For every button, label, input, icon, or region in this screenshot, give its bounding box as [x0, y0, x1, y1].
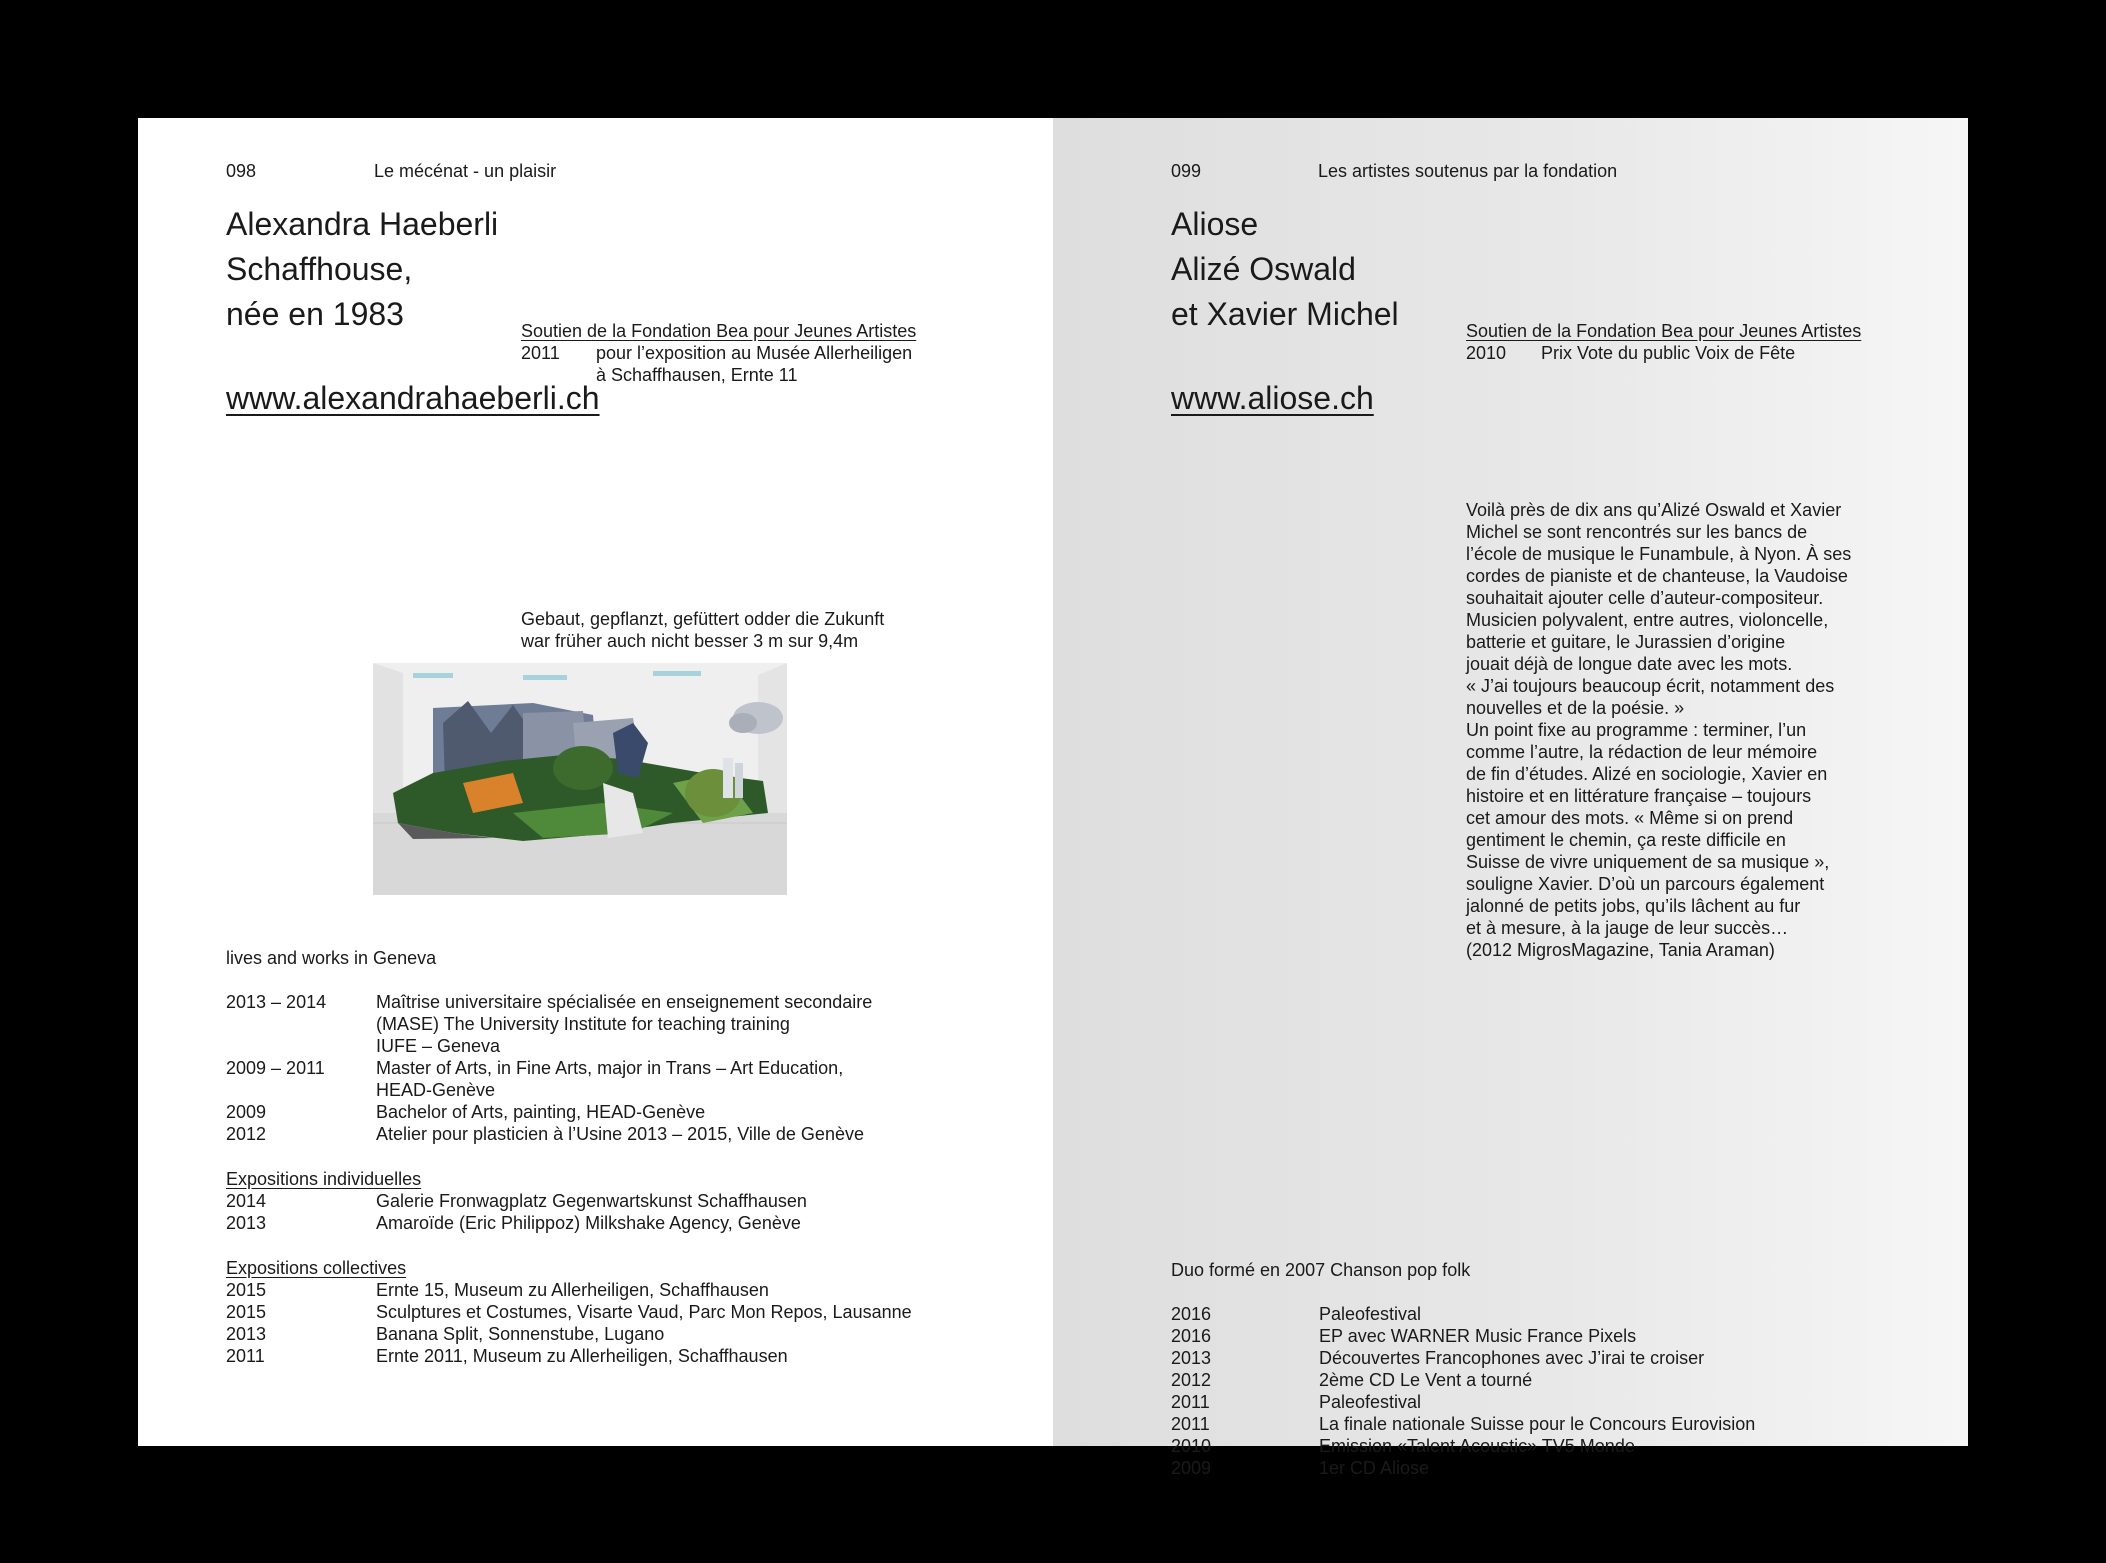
- body-line: souligne Xavier. D’où un parcours également: [1466, 874, 1825, 894]
- support-block: [521, 320, 1001, 386]
- exhibition-row: [226, 1279, 986, 1301]
- education-item: [226, 991, 986, 1013]
- education-item: [226, 1079, 986, 1101]
- support-text: à Schaffhausen, Ernte 11: [596, 365, 798, 385]
- support-heading: Soutien de la Fondation Bea pour Jeunes Artistes: [1466, 321, 1862, 341]
- page-number: 098: [226, 161, 257, 181]
- timeline-text: La finale nationale Suisse pour le Concours Eurovision: [1319, 1414, 1756, 1434]
- artist-name-line: Alizé Oswald: [1171, 251, 1356, 287]
- left-page: [138, 118, 1053, 1446]
- exhibition-row: [226, 1345, 986, 1367]
- caption-line: war früher auch nicht besser 3 m sur 9,4m: [521, 631, 859, 651]
- education-year: 2009: [226, 1102, 267, 1122]
- exhibition-row: [226, 1190, 986, 1212]
- exhibition-row: [226, 1323, 986, 1345]
- timeline-year: 2012: [1171, 1370, 1212, 1390]
- education-text: Atelier pour plasticien à l’Usine 2013 – 2015, Ville de Genève: [376, 1124, 864, 1144]
- exhibition-text: Ernte 15, Museum zu Allerheiligen, Schaffhausen: [376, 1280, 769, 1300]
- body-line: de fin d’études. Alizé en sociologie, Xavier en: [1466, 764, 1828, 784]
- timeline-text: 2ème CD Le Vent a tourné: [1319, 1370, 1533, 1390]
- exhibition-text: Banana Split, Sonnenstube, Lugano: [376, 1324, 665, 1344]
- body-line: jalonné de petits jobs, qu’ils lâchent au fur: [1466, 896, 1801, 916]
- timeline-year: 2009: [1171, 1458, 1212, 1478]
- education-year: 2012: [226, 1124, 267, 1144]
- artist-website-link[interactable]: www.alexandrahaeberli.ch: [226, 380, 600, 416]
- body-line: souhaitait ajouter celle d’auteur-compositeur.: [1466, 588, 1824, 608]
- exhibition-year: 2013: [226, 1324, 267, 1344]
- intro-text: lives and works in Geneva: [226, 948, 437, 968]
- body-line: Michel se sont rencontrés sur les bancs de: [1466, 522, 1808, 542]
- group-heading: Expositions collectives: [226, 1258, 407, 1278]
- timeline-row: [1171, 1369, 1871, 1391]
- education-text: Master of Arts, in Fine Arts, major in Trans – Art Education,: [376, 1058, 844, 1078]
- support-row: [1466, 342, 1946, 364]
- artwork-illustration: [373, 663, 787, 895]
- support-year: 2010: [1466, 343, 1507, 363]
- artwork-photo: [373, 663, 787, 895]
- timeline-row: [1171, 1391, 1871, 1413]
- timeline-text: Paleofestival: [1319, 1304, 1422, 1324]
- education-item: [226, 1101, 986, 1123]
- body-line: comme l’autre, la rédaction de leur mémoire: [1466, 742, 1818, 762]
- body-line: et à mesure, à la jauge de leur succès…: [1466, 918, 1789, 938]
- exhibition-row: [226, 1212, 986, 1234]
- education-text: Maîtrise universitaire spécialisée en enseignement secondaire: [376, 992, 873, 1012]
- education-item: [226, 1035, 986, 1057]
- timeline-year: 2013: [1171, 1348, 1212, 1368]
- education-text: IUFE – Geneva: [376, 1036, 501, 1056]
- support-row: [521, 342, 1001, 364]
- timeline-row: [1171, 1303, 1871, 1325]
- timeline-year: 2011: [1171, 1392, 1210, 1412]
- education-item: [226, 1123, 986, 1145]
- timeline-text: 1er CD Aliose: [1319, 1458, 1430, 1478]
- exhibition-text: Sculptures et Costumes, Visarte Vaud, Parc Mon Repos, Lausanne: [376, 1302, 912, 1322]
- timeline-row: [1171, 1325, 1871, 1347]
- artist-name: [1171, 202, 1399, 337]
- exhibition-year: 2015: [226, 1302, 267, 1322]
- artist-name-line: Alexandra Haeberli: [226, 206, 499, 242]
- education-year: 2013 – 2014: [226, 992, 327, 1012]
- running-head: Le mécénat - un plaisir: [374, 161, 557, 181]
- body-line: cordes de pianiste et de chanteuse, la Vaudoise: [1466, 566, 1848, 586]
- body-line: jouait déjà de longue date avec les mots.: [1466, 654, 1793, 674]
- solo-exhibitions: [226, 1168, 986, 1234]
- body-line: Voilà près de dix ans qu’Alizé Oswald et Xavier: [1466, 500, 1842, 520]
- exhibition-text: Amaroïde (Eric Philippoz) Milkshake Agency, Genève: [376, 1213, 801, 1233]
- education-text: Bachelor of Arts, painting, HEAD-Genève: [376, 1102, 706, 1122]
- artist-name-line: et Xavier Michel: [1171, 296, 1399, 332]
- body-line: Suisse de vivre uniquement de sa musique »,: [1466, 852, 1830, 872]
- timeline-list: [1171, 1303, 1871, 1479]
- timeline-year: 2010: [1171, 1436, 1212, 1456]
- caption-line: Gebaut, gepflanzt, gefüttert odder die Zukunft: [521, 609, 885, 629]
- timeline-text: Paleofestival: [1319, 1392, 1422, 1412]
- timeline-year: 2016: [1171, 1304, 1212, 1324]
- timeline-row: [1171, 1413, 1871, 1435]
- timeline-year: 2016: [1171, 1326, 1212, 1346]
- body-line: Musicien polyvalent, entre autres, violoncelle,: [1466, 610, 1829, 630]
- running-head: Les artistes soutenus par la fondation: [1318, 161, 1618, 181]
- group-exhibitions: [226, 1257, 986, 1367]
- exhibition-row: [226, 1301, 986, 1323]
- body-line: « J’ai toujours beaucoup écrit, notamment des: [1466, 676, 1835, 696]
- support-text: Prix Vote du public Voix de Fête: [1541, 343, 1796, 363]
- body-line: Un point fixe au programme : terminer, l’un: [1466, 720, 1807, 740]
- exhibition-year: 2014: [226, 1191, 267, 1211]
- body-line: l’école de musique le Funambule, à Nyon. À ses: [1466, 544, 1852, 564]
- exhibition-year: 2013: [226, 1213, 267, 1233]
- exhibition-year: 2011: [226, 1346, 265, 1366]
- body-line: nouvelles et de la poésie. »: [1466, 698, 1685, 718]
- exhibition-text: Ernte 2011, Museum zu Allerheiligen, Schaffhausen: [376, 1346, 788, 1366]
- support-block: [1466, 320, 1946, 364]
- education-text: (MASE) The University Institute for teaching training: [376, 1014, 790, 1034]
- body-line: batterie et guitare, le Jurassien d’origine: [1466, 632, 1786, 652]
- artist-name-line: Aliose: [1171, 206, 1259, 242]
- education-text: HEAD-Genève: [376, 1080, 496, 1100]
- timeline-row: [1171, 1435, 1871, 1457]
- timeline-row: [1171, 1457, 1871, 1479]
- support-text: pour l’exposition au Musée Allerheiligen: [596, 343, 913, 363]
- support-year: 2011: [521, 343, 560, 363]
- timeline-row: [1171, 1347, 1871, 1369]
- timeline-text: EP avec WARNER Music France Pixels: [1319, 1326, 1637, 1346]
- education-item: [226, 1057, 986, 1079]
- timeline-text: Découvertes Francophones avec J’irai te croiser: [1319, 1348, 1705, 1368]
- support-heading: Soutien de la Fondation Bea pour Jeunes Artistes: [521, 321, 917, 341]
- timeline-year: 2011: [1171, 1414, 1210, 1434]
- education-item: [226, 1013, 986, 1035]
- education-list: [226, 991, 986, 1145]
- body-line: cet amour des mots. « Même si on prend: [1466, 808, 1794, 828]
- artist-name: [226, 202, 498, 337]
- exhibition-text: Galerie Fronwagplatz Gegenwartskunst Schaffhausen: [376, 1191, 807, 1211]
- intro-text: Duo formé en 2007 Chanson pop folk: [1171, 1260, 1471, 1280]
- timeline-text: Emission «Talent Acoustic» TV5 Monde: [1319, 1436, 1635, 1456]
- artwork-caption: [521, 608, 884, 652]
- artist-website-link[interactable]: www.aliose.ch: [1171, 380, 1374, 416]
- exhibition-year: 2015: [226, 1280, 267, 1300]
- biography-text: [1466, 499, 1936, 961]
- right-page: [1053, 118, 1968, 1478]
- education-year: 2009 – 2011: [226, 1058, 325, 1078]
- body-line: gentiment le chemin, ça reste difficile en: [1466, 830, 1786, 850]
- body-line: (2012 MigrosMagazine, Tania Araman): [1466, 940, 1775, 960]
- artist-name-line: née en 1983: [226, 296, 404, 332]
- body-line: histoire et en littérature française – toujours: [1466, 786, 1812, 806]
- solo-heading: Expositions individuelles: [226, 1169, 422, 1189]
- page-number: 099: [1171, 161, 1202, 181]
- artist-name-line: Schaffhouse,: [226, 251, 413, 287]
